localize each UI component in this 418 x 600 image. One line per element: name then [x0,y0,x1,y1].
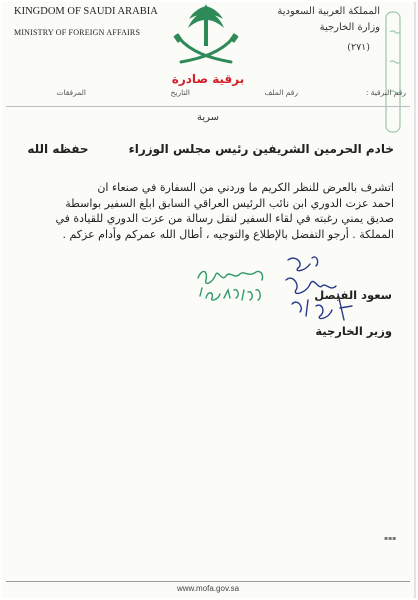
addressee-line [27,142,394,156]
footer-divider [6,581,410,582]
letter-body [14,180,394,242]
letter-page [2,2,416,598]
document-type-title: برقية صادرة [171,72,245,86]
cable-number-label: رقم البرقية : [365,88,406,97]
handwritten-green-annotation [192,260,272,310]
body-line: اتشرف بالعرض للنظر الكريم ما وردني من السفارة في صنعاء ان [97,181,394,194]
date-label: التاريخ [170,88,190,97]
kingdom-english: KINGDOM OF SAUDI ARABIA [14,6,158,17]
saudi-emblem-icon [169,2,243,72]
signatory-title: وزير الخارجية [315,324,392,338]
meta-fields-row [8,88,408,102]
page-mark: ▪▪▪ [384,535,397,542]
classification-label: سرية [196,112,220,123]
footer-url: www.mofa.gov.sa [176,584,240,593]
addressee-title: خادم الحرمين الشريفين رئيس مجلس الوزراء [128,142,394,156]
attachments-label: المرفقات [56,88,86,97]
honorific: حفظه الله [27,142,89,156]
ministry-arabic: وزارة الخارجية [319,22,380,33]
ministry-number: (٢٧١) [347,42,370,53]
body-line: احمد عزت الدوري ابن نائب الرئيس العراقي السابق ابلغ السفير بواسطة [65,196,394,210]
signatory-name: سعود الفيصل [314,288,392,302]
file-number-label: رقم الملف [264,88,298,97]
meta-divider [6,106,410,107]
ministry-english: MINISTRY OF FOREIGN AFFAIRS [14,28,141,37]
body-line: المملكة . أرجو التفضل بالإطلاع والتوجيه ، أطال الله عمركم وأدام عزكم . [62,227,394,241]
kingdom-arabic: المملكة العربية السعودية [277,6,380,17]
body-line: صديق يمني رغبته في لقاء السفير لنقل رسالة من عزت الدوري للقيادة في [55,212,394,225]
